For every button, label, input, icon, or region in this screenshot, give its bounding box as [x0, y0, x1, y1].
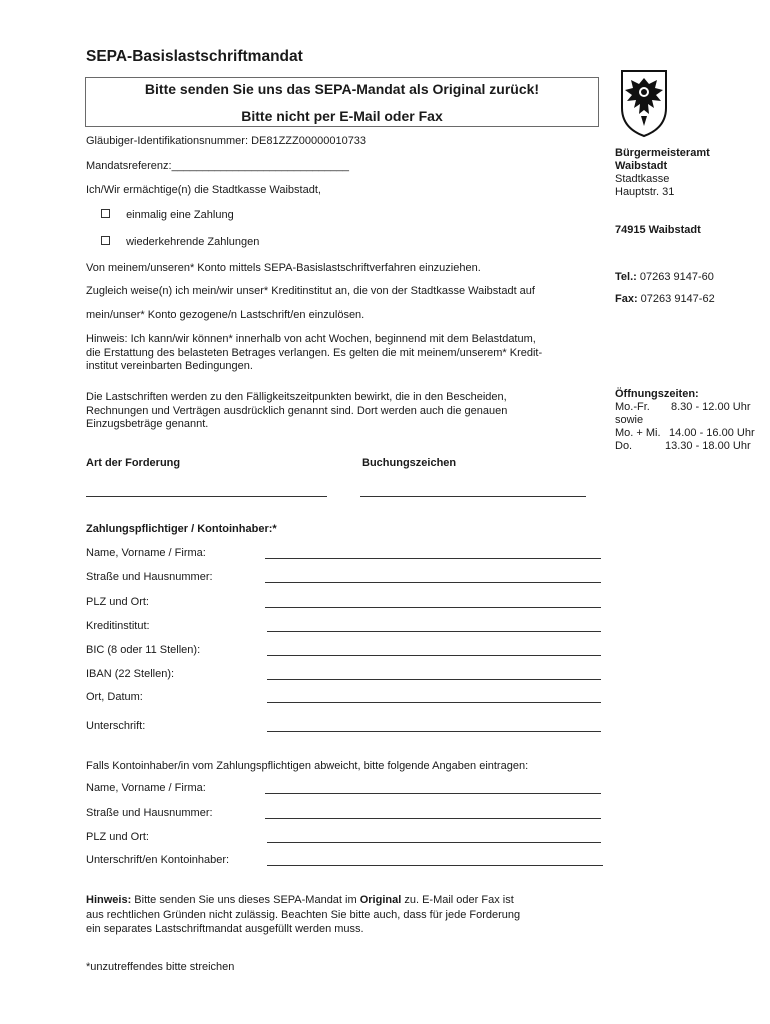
- eagle-crest-icon: [619, 68, 669, 138]
- claim-type-label: Art der Forderung: [86, 457, 181, 469]
- footnote: *unzutreffendes bitte streichen: [86, 961, 235, 973]
- hours-time: 13.30 - 18.00 Uhr: [665, 440, 751, 452]
- checkbox-recurring[interactable]: [101, 236, 110, 245]
- field-street-label: Straße und Hausnummer:: [86, 571, 213, 583]
- notice-banner: [85, 77, 599, 127]
- hours-time: 14.00 - 16.00 Uhr: [669, 427, 755, 439]
- field-name-input[interactable]: [265, 558, 601, 559]
- opening-hours: [615, 388, 755, 453]
- mandate-reference: Mandatsreferenz:_____________________________: [86, 160, 350, 172]
- fax-label: Fax:: [615, 293, 638, 305]
- phone-label: Tel.:: [615, 271, 637, 283]
- holder-signature-input[interactable]: [267, 865, 603, 866]
- hours-row: [615, 427, 755, 440]
- office-name-3: Stadtkasse: [615, 173, 670, 185]
- final-text-original: Original: [359, 894, 402, 906]
- office-phone: [615, 271, 714, 284]
- collection-line-3: Einzugsbeträge genannt.: [86, 418, 209, 430]
- option-once-label: einmalig eine Zahlung: [126, 209, 234, 221]
- deviating-holder-text: Falls Kontoinhaber/in vom Zahlungspflichtigen abweicht, bitte folgende Angaben eintragen:: [86, 760, 529, 772]
- hours-row: [615, 414, 755, 427]
- field-city-label: PLZ und Ort:: [86, 596, 149, 608]
- collection-notice: [86, 391, 507, 432]
- hours-title: Öffnungszeiten:: [615, 388, 699, 400]
- option-recurring[interactable]: [101, 236, 259, 248]
- office-address: [615, 147, 710, 199]
- holder-city-input[interactable]: [267, 842, 601, 843]
- payer-heading: Zahlungspflichtiger / Kontoinhaber:*: [86, 523, 277, 535]
- final-line-2: aus rechtlichen Gründen nicht zulässig. Beachten Sie bitte auch, dass für jede Forderung: [86, 908, 521, 921]
- fax-value: 07263 9147-62: [637, 293, 715, 305]
- office-street: Hauptstr. 31: [615, 186, 675, 198]
- field-date-input[interactable]: [267, 702, 601, 703]
- claim-type-field[interactable]: [86, 496, 327, 497]
- field-bank-label: Kreditinstitut:: [86, 620, 150, 632]
- final-notice: [86, 893, 520, 937]
- hours-day: Mo.-Fr.: [615, 401, 650, 413]
- collection-line-2: Rechnungen und Verträgen ausdrücklich genannt sind. Dort werden auch die genauen: [86, 404, 508, 417]
- holder-street-input[interactable]: [265, 818, 601, 819]
- office-fax: [615, 293, 715, 306]
- field-signature-input[interactable]: [267, 731, 601, 732]
- hours-row: [615, 440, 755, 453]
- field-street-input[interactable]: [265, 582, 601, 583]
- holder-city-label: PLZ und Ort:: [86, 831, 149, 843]
- field-name-label: Name, Vorname / Firma:: [86, 547, 206, 559]
- refund-line-3: institut vereinbarten Bedingungen.: [86, 360, 253, 372]
- account-text: Von meinem/unseren* Konto mittels SEPA-Basislastschriftverfahren einzuziehen.: [86, 262, 481, 274]
- office-name-2: Waibstadt: [615, 160, 668, 172]
- holder-street-label: Straße und Hausnummer:: [86, 807, 213, 819]
- final-notice-label: Hinweis:: [86, 894, 132, 906]
- checkbox-once[interactable]: [101, 209, 110, 218]
- field-signature-label: Unterschrift:: [86, 720, 146, 732]
- hours-time: 8.30 - 12.00 Uhr: [671, 401, 751, 413]
- hours-day: Mo. + Mi.: [615, 427, 661, 439]
- phone-value: 07263 9147-60: [636, 271, 714, 283]
- creditor-id: Gläubiger-Identifikationsnummer: DE81ZZZ00000010733: [86, 135, 367, 147]
- final-text-a: Bitte senden Sie uns dieses SEPA-Mandat im: [131, 894, 360, 906]
- hours-day: Do.: [615, 440, 633, 452]
- field-city-input[interactable]: [265, 607, 601, 608]
- authorization-text: Ich/Wir ermächtige(n) die Stadtkasse Waibstadt,: [86, 184, 321, 196]
- hours-day: sowie: [615, 414, 644, 426]
- office-city: 74915 Waibstadt: [615, 224, 701, 236]
- holder-name-input[interactable]: [265, 793, 601, 794]
- banner-line-1: Bitte senden Sie uns das SEPA-Mandat als Original zurück!: [144, 81, 540, 97]
- banner-line-2: Bitte nicht per E-Mail oder Fax: [241, 108, 443, 124]
- field-bank-input[interactable]: [267, 631, 601, 632]
- instruction-line-2: mein/unser* Konto gezogene/n Lastschrift/en einzulösen.: [86, 309, 365, 321]
- office-name-1: Bürgermeisteramt: [615, 147, 710, 159]
- holder-signature-label: Unterschrift/en Kontoinhaber:: [86, 854, 230, 866]
- field-iban-input[interactable]: [267, 679, 601, 680]
- hours-row: [615, 401, 755, 414]
- field-bic-input[interactable]: [267, 655, 601, 656]
- field-date-label: Ort, Datum:: [86, 691, 143, 703]
- final-text-c: zu. E-Mail oder Fax ist: [401, 894, 514, 906]
- refund-notice: [86, 333, 542, 374]
- field-bic-label: BIC (8 oder 11 Stellen):: [86, 644, 201, 656]
- refund-line-1: Hinweis: Ich kann/wir können* innerhalb von acht Wochen, beginnend mit dem Belastdatum,: [86, 333, 536, 345]
- final-line-3: ein separates Lastschriftmandat ausgefüllt werden muss.: [86, 923, 364, 935]
- option-once[interactable]: [101, 209, 234, 221]
- field-iban-label: IBAN (22 Stellen):: [86, 668, 175, 680]
- collection-line-1: Die Lastschriften werden zu den Fälligkeitszeitpunkten bewirkt, die in den Bescheiden,: [86, 391, 507, 403]
- page-title: SEPA-Basislastschriftmandat: [86, 48, 303, 65]
- refund-line-2: die Erstattung des belasteten Betrages verlangen. Es gelten die mit meinem/unserem* Kredit-: [86, 346, 543, 359]
- instruction-line-1: Zugleich weise(n) ich mein/wir unser* Kreditinstitut an, die von der Stadtkasse Waibstadt auf: [86, 285, 535, 297]
- booking-ref-field[interactable]: [360, 496, 586, 497]
- holder-name-label: Name, Vorname / Firma:: [86, 782, 206, 794]
- option-recurring-label: wiederkehrende Zahlungen: [126, 236, 260, 248]
- booking-ref-label: Buchungszeichen: [362, 457, 457, 469]
